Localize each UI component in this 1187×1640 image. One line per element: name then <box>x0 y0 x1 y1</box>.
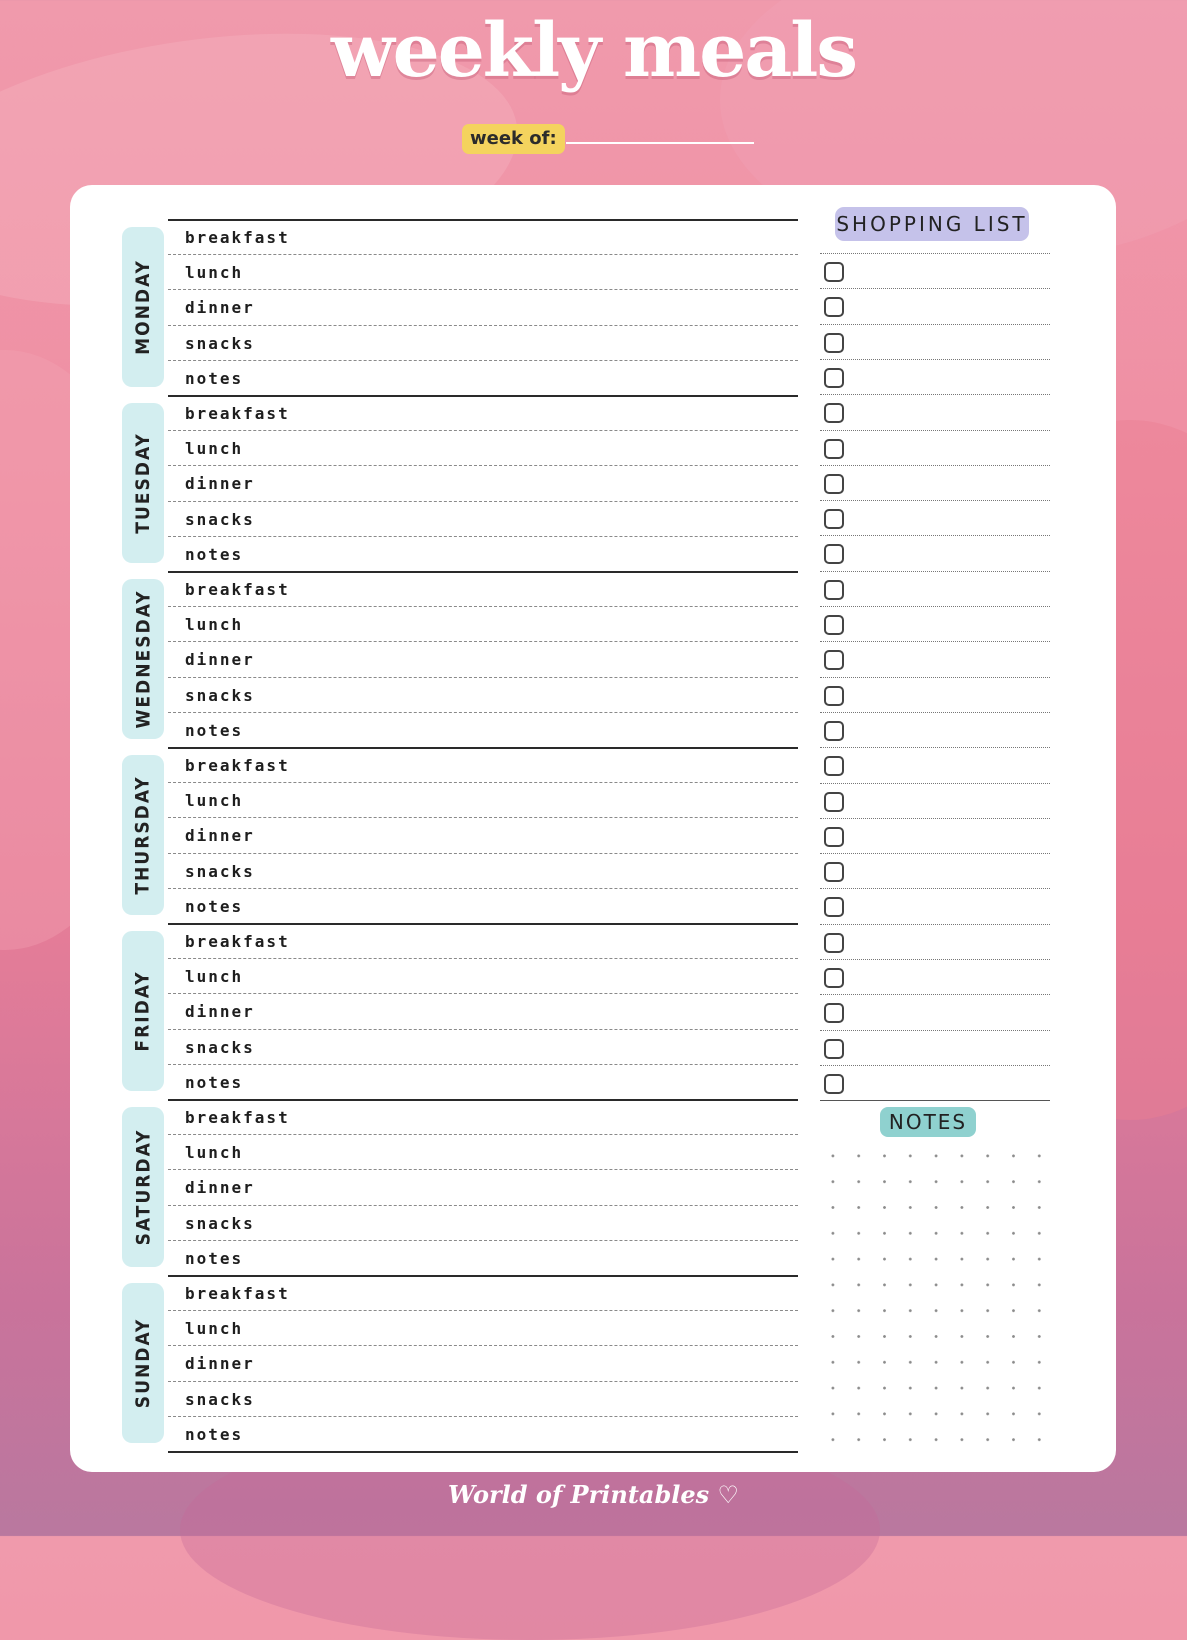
day-label: SATURDAY <box>132 1128 155 1246</box>
meal-entry-line[interactable] <box>168 853 798 854</box>
brand-footer: World of Printables ♡ <box>447 1480 740 1509</box>
meal-label-lunch: lunch <box>185 439 244 459</box>
meal-entry-line[interactable] <box>168 1345 798 1346</box>
meal-label-lunch: lunch <box>185 1143 244 1163</box>
week-of-input-line[interactable] <box>566 142 754 144</box>
meal-entry-line[interactable] <box>168 1416 798 1417</box>
shopping-item-line <box>820 394 1050 395</box>
day-separator <box>168 1451 798 1453</box>
meal-label-breakfast: breakfast <box>185 756 290 775</box>
shopping-item-line <box>820 430 1050 431</box>
day-label: SUNDAY <box>132 1317 155 1409</box>
shopping-checkbox[interactable] <box>824 333 844 353</box>
meal-label-lunch: lunch <box>185 263 244 283</box>
meal-label-dinner: dinner <box>185 1002 255 1022</box>
meal-label-dinner: dinner <box>185 826 255 846</box>
shopping-item-line <box>820 818 1050 819</box>
shopping-item-line <box>820 924 1050 925</box>
shopping-checkbox[interactable] <box>824 509 844 529</box>
day-separator <box>168 219 798 221</box>
shopping-item-line <box>820 747 1050 748</box>
day-tab-saturday <box>122 1107 164 1267</box>
shopping-checkbox[interactable] <box>824 297 844 317</box>
shopping-item-line <box>820 535 1050 536</box>
shopping-checkbox[interactable] <box>824 262 844 282</box>
meal-label-notes: notes <box>185 544 244 564</box>
shopping-item-line <box>820 1065 1050 1066</box>
meal-entry-line[interactable] <box>168 1205 798 1206</box>
meal-entry-line[interactable] <box>168 993 798 994</box>
day-separator <box>168 395 798 397</box>
day-label: WEDNESDAY <box>132 589 155 729</box>
meal-label-breakfast: breakfast <box>185 1284 290 1303</box>
shopping-item-line <box>820 1100 1050 1101</box>
meal-entry-line[interactable] <box>168 501 798 502</box>
day-separator <box>168 1275 798 1277</box>
day-separator <box>168 1099 798 1101</box>
meal-label-snacks: snacks <box>185 1213 255 1233</box>
shopping-item-line <box>820 677 1050 678</box>
meal-entry-line[interactable] <box>168 289 798 290</box>
meal-label-dinner: dinner <box>185 650 255 670</box>
meal-entry-line[interactable] <box>168 465 798 466</box>
shopping-list-title: SHOPPING LIST <box>835 207 1029 241</box>
shopping-item-line <box>820 888 1050 889</box>
meal-label-notes: notes <box>185 720 244 740</box>
meal-label-notes: notes <box>185 896 244 916</box>
meal-label-lunch: lunch <box>185 615 244 635</box>
shopping-item-line <box>820 324 1050 325</box>
shopping-checkbox[interactable] <box>824 792 844 812</box>
shopping-checkbox[interactable] <box>824 968 844 988</box>
meal-label-lunch: lunch <box>185 967 244 987</box>
meal-entry-line[interactable] <box>168 1029 798 1030</box>
meal-label-notes: notes <box>185 1248 244 1268</box>
meal-entry-line[interactable] <box>168 888 798 889</box>
meal-label-notes: notes <box>185 1072 244 1092</box>
shopping-item-line <box>820 253 1050 254</box>
meal-label-snacks: snacks <box>185 861 255 881</box>
meal-entry-line[interactable] <box>168 254 798 255</box>
meal-label-notes: notes <box>185 1424 244 1444</box>
planner-card <box>70 185 1116 1472</box>
day-tab-friday <box>122 931 164 1091</box>
meal-entry-line[interactable] <box>168 1310 798 1311</box>
day-label: TUESDAY <box>132 432 155 534</box>
meal-label-breakfast: breakfast <box>185 228 290 247</box>
notes-dot-grid[interactable] <box>820 1143 1052 1453</box>
meal-label-dinner: dinner <box>185 1354 255 1374</box>
shopping-checkbox[interactable] <box>824 403 844 423</box>
shopping-checkbox[interactable] <box>824 721 844 741</box>
meal-label-breakfast: breakfast <box>185 404 290 423</box>
day-tab-thursday <box>122 755 164 915</box>
meal-entry-line[interactable] <box>168 958 798 959</box>
meal-entry-line[interactable] <box>168 360 798 361</box>
shopping-checkbox[interactable] <box>824 1074 844 1094</box>
shopping-item-line <box>820 783 1050 784</box>
shopping-item-line <box>820 712 1050 713</box>
day-separator <box>168 923 798 925</box>
meal-entry-line[interactable] <box>168 430 798 431</box>
shopping-item-line <box>820 853 1050 854</box>
shopping-item-line <box>820 606 1050 607</box>
shopping-checkbox[interactable] <box>824 897 844 917</box>
meal-label-dinner: dinner <box>185 474 255 494</box>
shopping-checkbox[interactable] <box>824 933 844 953</box>
meal-entry-line[interactable] <box>168 606 798 607</box>
meal-label-lunch: lunch <box>185 1319 244 1339</box>
day-label: THURSDAY <box>132 775 154 895</box>
shopping-item-line <box>820 994 1050 995</box>
shopping-item-line <box>820 288 1050 289</box>
shopping-item-line <box>820 500 1050 501</box>
shopping-checkbox[interactable] <box>824 756 844 776</box>
shopping-checkbox[interactable] <box>824 439 844 459</box>
week-of-label: week of: <box>462 124 565 154</box>
meal-entry-line[interactable] <box>168 1169 798 1170</box>
shopping-checkbox[interactable] <box>824 544 844 564</box>
meal-entry-line[interactable] <box>168 817 798 818</box>
shopping-item-line <box>820 465 1050 466</box>
shopping-checkbox[interactable] <box>824 615 844 635</box>
meal-label-notes: notes <box>185 368 244 388</box>
meal-label-snacks: snacks <box>185 1037 255 1057</box>
day-tab-tuesday <box>122 403 164 563</box>
meal-label-snacks: snacks <box>185 1389 255 1409</box>
day-tab-monday <box>122 227 164 387</box>
day-label: FRIDAY <box>132 970 154 1052</box>
shopping-checkbox[interactable] <box>824 1039 844 1059</box>
meal-label-breakfast: breakfast <box>185 580 290 599</box>
page-title: weekly meals <box>330 8 857 94</box>
shopping-checkbox[interactable] <box>824 580 844 600</box>
meal-label-breakfast: breakfast <box>185 1108 290 1127</box>
meal-label-dinner: dinner <box>185 298 255 318</box>
day-separator <box>168 571 798 573</box>
shopping-item-line <box>820 1030 1050 1031</box>
meal-entry-line[interactable] <box>168 782 798 783</box>
shopping-checkbox[interactable] <box>824 474 844 494</box>
shopping-item-line <box>820 571 1050 572</box>
day-tab-sunday <box>122 1283 164 1443</box>
shopping-item-line <box>820 959 1050 960</box>
meal-entry-line[interactable] <box>168 641 798 642</box>
meal-entry-line[interactable] <box>168 325 798 326</box>
day-tab-wednesday <box>122 579 164 739</box>
meal-label-dinner: dinner <box>185 1178 255 1198</box>
shopping-checkbox[interactable] <box>824 686 844 706</box>
shopping-checkbox[interactable] <box>824 650 844 670</box>
shopping-checkbox[interactable] <box>824 1003 844 1023</box>
shopping-checkbox[interactable] <box>824 862 844 882</box>
meal-label-snacks: snacks <box>185 333 255 353</box>
shopping-item-line <box>820 641 1050 642</box>
meal-entry-line[interactable] <box>168 1240 798 1241</box>
meal-entry-line[interactable] <box>168 1381 798 1382</box>
meal-entry-line[interactable] <box>168 1134 798 1135</box>
meal-entry-line[interactable] <box>168 536 798 537</box>
shopping-item-line <box>820 359 1050 360</box>
meal-label-lunch: lunch <box>185 791 244 811</box>
meal-entry-line[interactable] <box>168 712 798 713</box>
meal-label-snacks: snacks <box>185 685 255 705</box>
shopping-checkbox[interactable] <box>824 368 844 388</box>
meal-label-snacks: snacks <box>185 509 255 529</box>
notes-title: NOTES <box>880 1107 976 1137</box>
meal-label-breakfast: breakfast <box>185 932 290 951</box>
day-label: MONDAY <box>132 259 154 355</box>
meal-entry-line[interactable] <box>168 677 798 678</box>
shopping-checkbox[interactable] <box>824 827 844 847</box>
day-separator <box>168 747 798 749</box>
meal-entry-line[interactable] <box>168 1064 798 1065</box>
